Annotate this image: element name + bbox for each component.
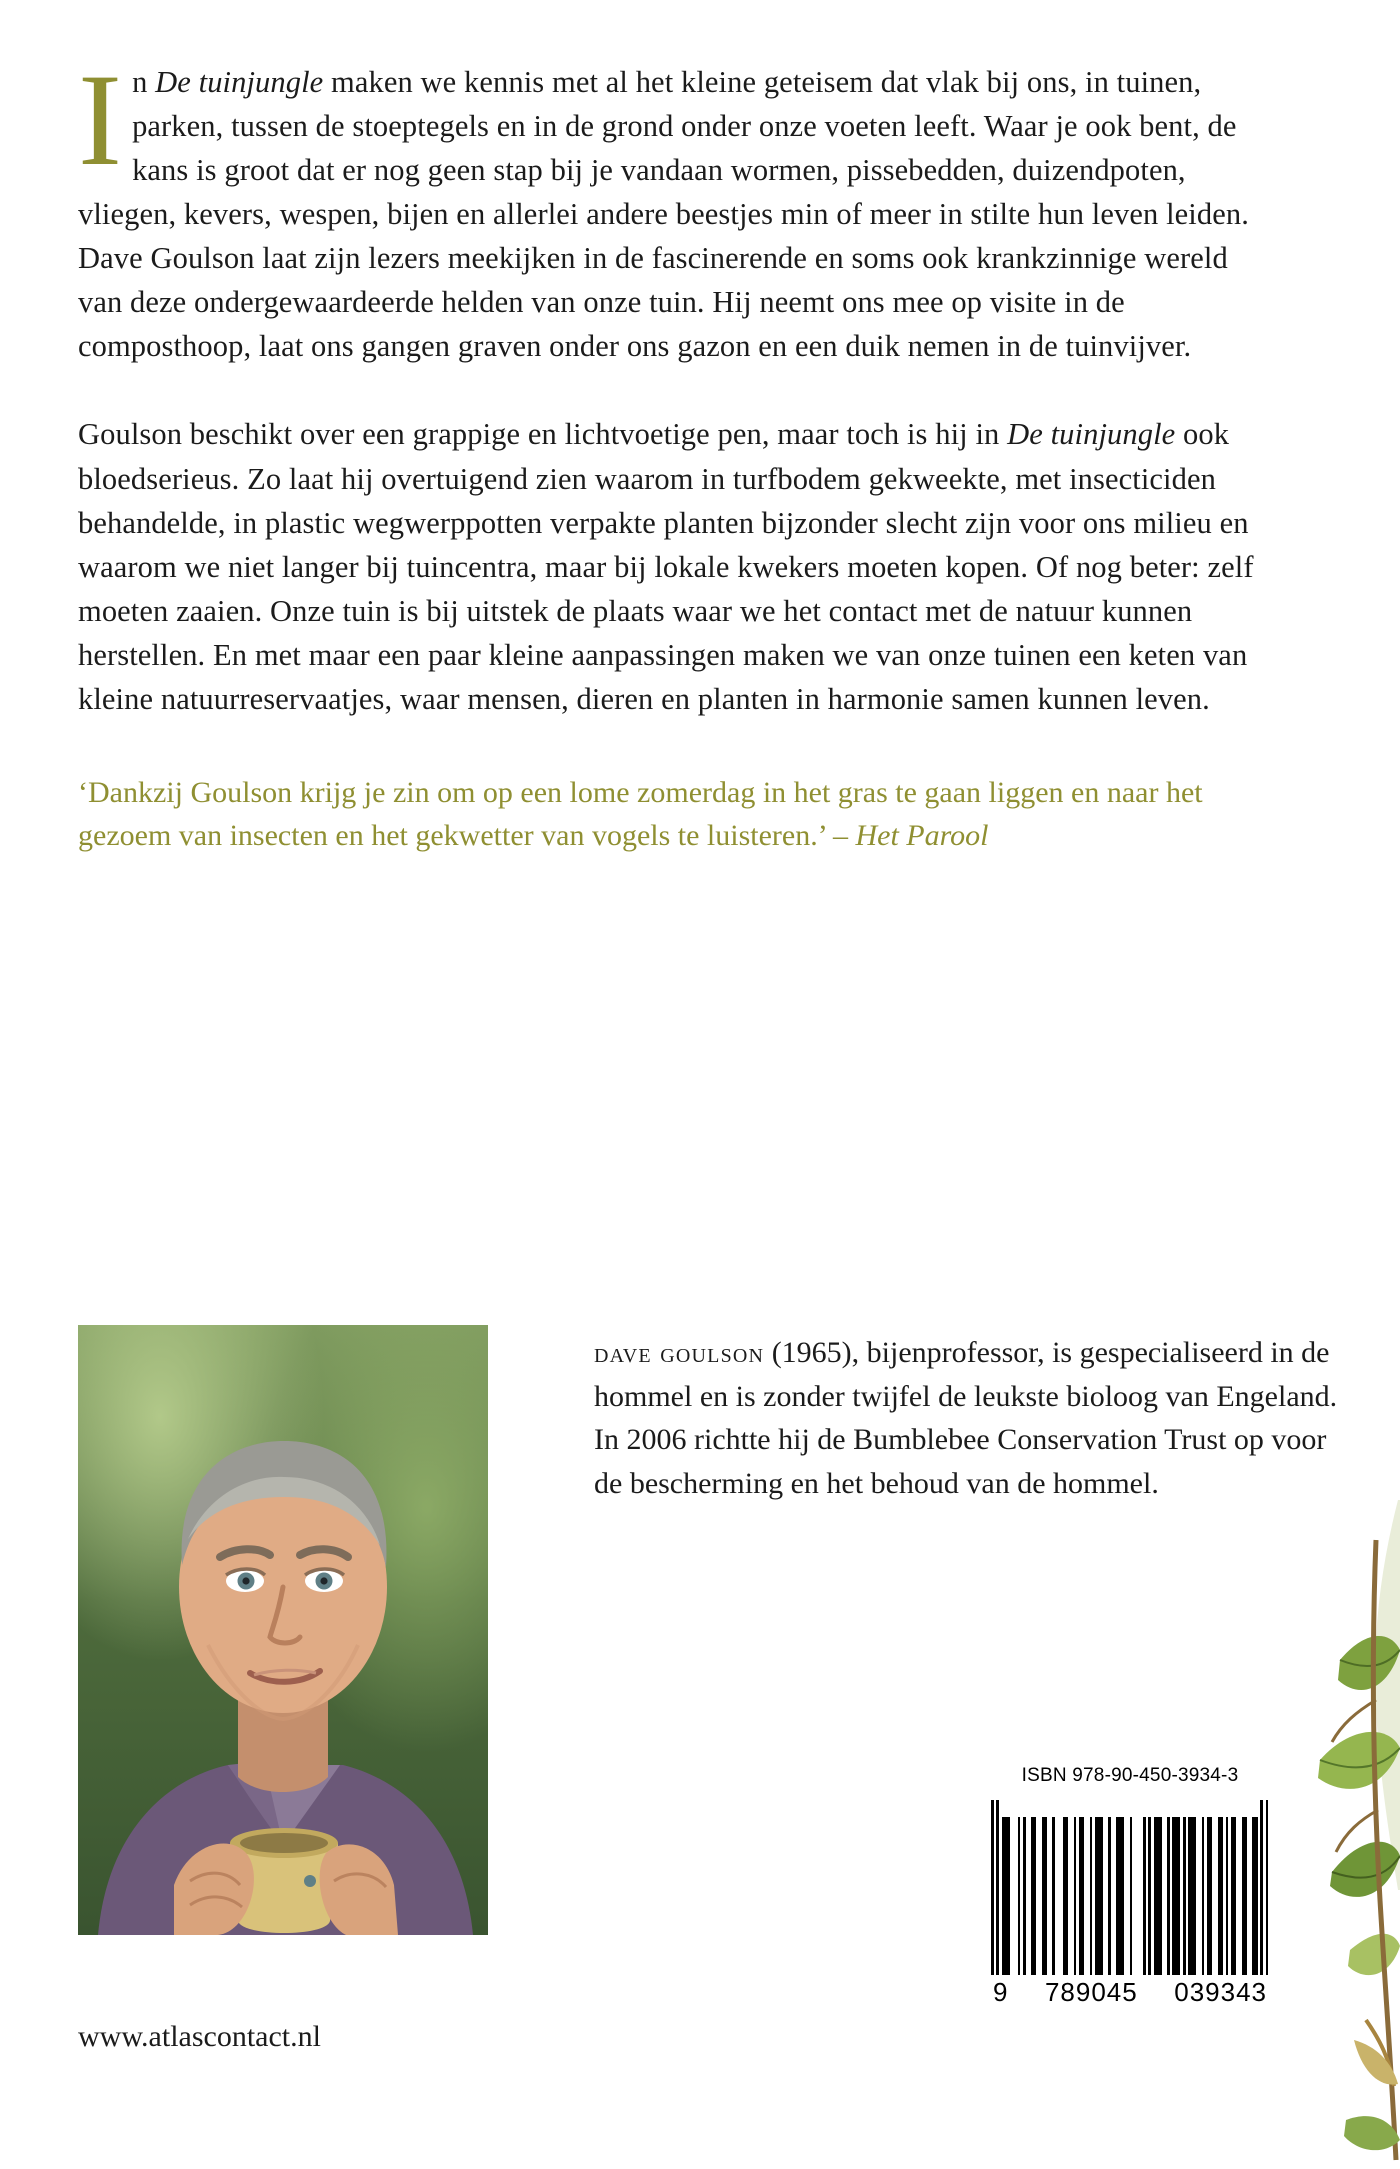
review-quote-text: ‘Dankzij Goulson krijg je zin om op een lome zomerdag in het gras te gaan liggen en naar het gezoem van insecten en het gekwetter van vogels te luisteren.’ – bbox=[78, 775, 1203, 853]
isbn-label: ISBN 978-90-450-3934-3 bbox=[1021, 1765, 1239, 1786]
barcode bbox=[985, 1796, 1275, 2010]
barcode-bars bbox=[991, 1800, 1269, 1975]
publisher-website[interactable]: www.atlascontact.nl bbox=[78, 2020, 321, 2053]
barcode-digit-group-1: 789045 bbox=[1044, 1977, 1138, 2007]
drop-cap: I bbox=[78, 46, 123, 193]
review-source: Het Parool bbox=[855, 819, 989, 853]
author-name: dave goulson bbox=[594, 1337, 765, 1369]
author-bio-text: (1965), bijenprofessor, is gespecialiseerd in de hommel en is zonder twijfel de leukste bioloog van Engeland. In 2006 richtte hij de Bumblebee Conservation Trust op voor de bescherming en het behoud van de hommel. bbox=[594, 1336, 1338, 1500]
book-title-italic: De tuinjungle bbox=[155, 65, 324, 99]
blurb-paragraph-1 bbox=[78, 46, 1278, 368]
blurb-content bbox=[78, 46, 1278, 858]
paragraph-2-lead: Goulson beschikt over een grappige en lichtvoetige pen, maar toch is hij in bbox=[78, 417, 1008, 452]
paragraph-1-lead: n bbox=[132, 65, 156, 99]
blurb-paragraph-2 bbox=[78, 412, 1278, 720]
barcode-digit-group-2: 039343 bbox=[1174, 1977, 1267, 2007]
book-title-italic-2: De tuinjungle bbox=[1007, 417, 1176, 452]
leaf-illustration bbox=[1280, 1480, 1400, 2169]
paragraph-1-rest: maken we kennis met al het kleine geteisem dat vlak bij ons, in tuinen, parken, tussen de stoeptegels en in de grond onder onze voeten leeft. Waar je ook bent, de kans is groot dat er nog geen stap bij je vandaan wormen, pissebedden, duizendpoten, vliegen, kevers, wespen, bijen en allerlei andere beestjes min of meer in stilte hun leven leiden. Dave Goulson laat zijn lezers meekijken in de fascinerende en soms ook krankzinnige wereld van deze ondergewaardeerde helden van onze tuin. Hij neemt ons mee op visite in de composthoop, laat ons gangen graven onder ons gazon en een duik nemen in de tuinvijver. bbox=[78, 65, 1249, 364]
barcode-digits bbox=[991, 1977, 1269, 2008]
author-photo bbox=[78, 1325, 488, 1935]
paragraph-2-rest: ook bloedserieus. Zo laat hij overtuigend zien waarom in turfbodem gekweekte, met insecticiden behandelde, in plastic wegwerppotten verpakte planten bijzonder slecht zijn voor ons milieu en waarom we niet langer bij tuincentra, maar bij lokale kwekers moeten kopen. Of nog beter: zelf moeten zaaien. Onze tuin is bij uitstek de plaats waar we het contact met de natuur kunnen herstellen. En met maar een paar kleine aanpassingen maken we van onze tuinen een keten van kleine natuurreservaatjes, waar mensen, dieren en planten in harmonie samen kunnen leven. bbox=[78, 417, 1254, 716]
review-quote bbox=[78, 771, 1273, 858]
barcode-digit-left: 9 bbox=[993, 1977, 1009, 2007]
author-bio bbox=[594, 1331, 1356, 1505]
isbn-block bbox=[985, 1765, 1275, 2010]
